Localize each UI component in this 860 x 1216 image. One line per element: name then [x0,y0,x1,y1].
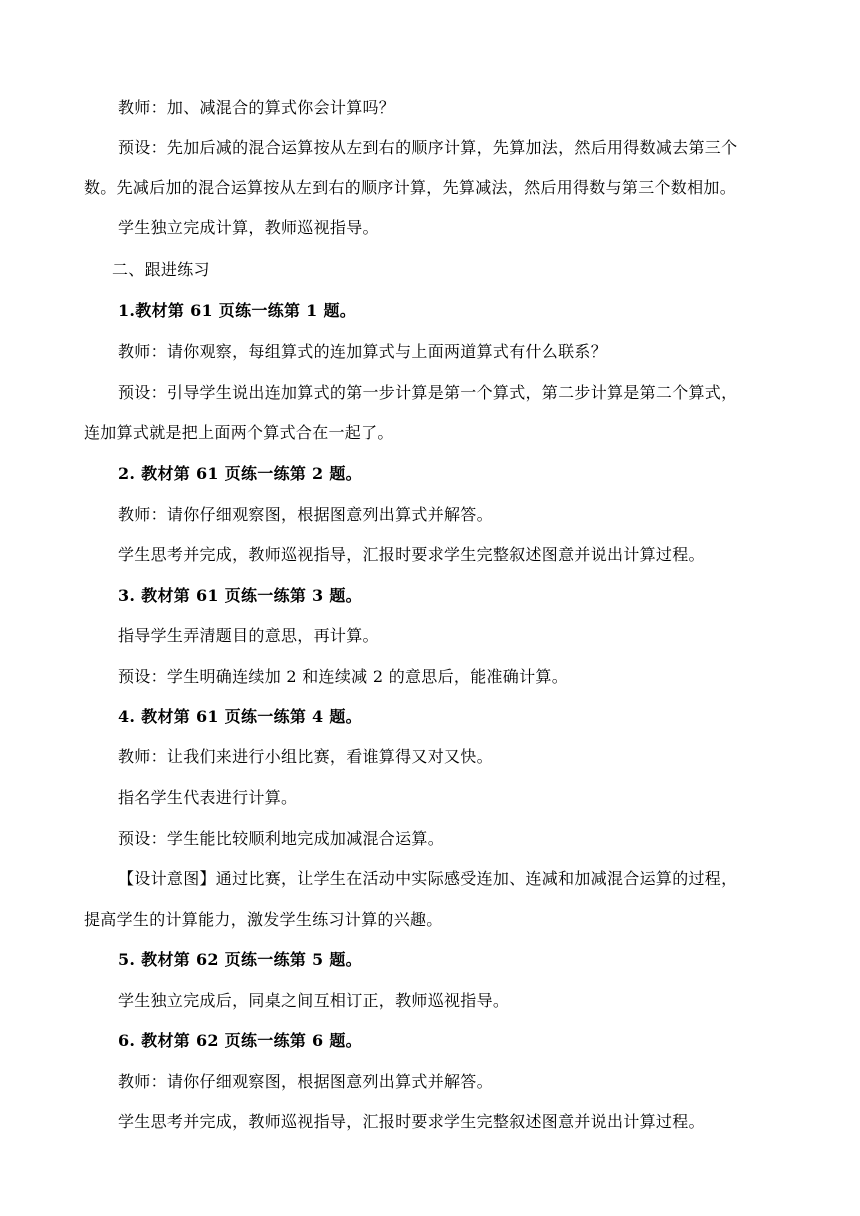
paragraph-line: 学生独立完成后，同桌之间互相订正，教师巡视指导。 [118,991,510,1010]
paragraph-line: 教师：请你观察，每组算式的连加算式与上面两道算式有什么联系？ [118,342,608,361]
paragraph-line: 教师：请你仔细观察图，根据图意列出算式并解答。 [118,1072,493,1091]
paragraph-line: 指导学生弄清题目的意思，再计算。 [118,626,379,645]
paragraph-line: 预设：先加后减的混合运算按从左到右的顺序计算，先算加法，然后用得数减去第三个 [118,138,738,157]
paragraph-line: 预设：引导学生说出连加算式的第一步计算是第一个算式，第二步计算是第二个算式， [118,383,738,402]
paragraph-line: 数。先减后加的混合运算按从左到右的顺序计算，先算减法，然后用得数与第三个数相加。 [84,178,737,197]
paragraph-line: 学生独立完成计算，教师巡视指导。 [118,218,379,237]
paragraph-line: 预设：学生能比较顺利地完成加减混合运算。 [118,829,445,848]
exercise-heading: 1.教材第 61 页练一练第 1 题。 [118,301,357,320]
exercise-heading: 5. 教材第 62 页练一练第 5 题。 [118,950,362,969]
paragraph-line: 【设计意图】通过比赛，让学生在活动中实际感受连加、连减和加减混合运算的过程， [118,869,738,888]
section-heading: 二、跟进练习 [112,260,210,279]
exercise-heading: 2. 教材第 61 页练一练第 2 题。 [118,464,362,483]
paragraph-line: 预设：学生明确连续加 2 和连续减 2 的意思后，能准确计算。 [118,667,569,686]
paragraph-line: 连加算式就是把上面两个算式合在一起了。 [84,423,394,442]
exercise-heading: 3. 教材第 61 页练一练第 3 题。 [118,586,362,605]
paragraph-line: 教师：请你仔细观察图，根据图意列出算式并解答。 [118,505,493,524]
paragraph-line: 教师：让我们来进行小组比赛，看谁算得又对又快。 [118,747,493,766]
paragraph-line: 学生思考并完成，教师巡视指导，汇报时要求学生完整叙述图意并说出计算过程。 [118,545,705,564]
exercise-heading: 4. 教材第 61 页练一练第 4 题。 [118,707,362,726]
paragraph-line: 学生思考并完成，教师巡视指导，汇报时要求学生完整叙述图意并说出计算过程。 [118,1112,705,1131]
exercise-heading: 6. 教材第 62 页练一练第 6 题。 [118,1031,362,1050]
paragraph-line: 提高学生的计算能力，激发学生练习计算的兴趣。 [84,910,443,929]
paragraph-line: 教师：加、减混合的算式你会计算吗？ [118,98,396,117]
paragraph-line: 指名学生代表进行计算。 [118,788,298,807]
